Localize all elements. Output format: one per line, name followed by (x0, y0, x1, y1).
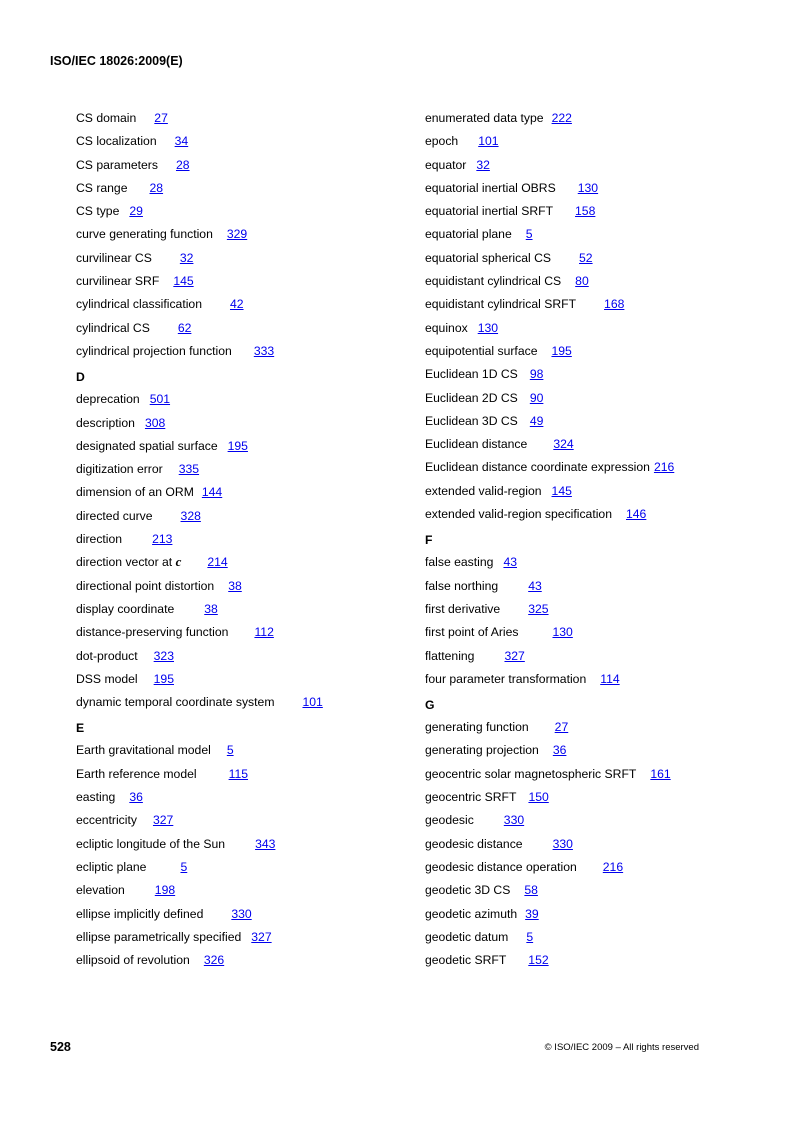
index-term-text: equatorial spherical CS (425, 250, 552, 265)
index-term-text: display coordinate (76, 601, 175, 616)
index-entry (76, 648, 396, 671)
index-term (425, 227, 512, 241)
index-term-text: generating projection (425, 743, 539, 758)
index-term-text: geodetic azimuth (425, 906, 518, 921)
index-term (76, 321, 150, 335)
index-term-text: dot-product (76, 648, 138, 663)
index-term-text: extended valid-region (425, 483, 542, 498)
index-entry (425, 719, 725, 742)
index-term (425, 111, 544, 125)
index-term-text: designated spatial surface (76, 438, 218, 453)
index-term-text: equinox (425, 320, 468, 335)
index-page-link[interactable]: 34 (174, 134, 189, 149)
index-entry (425, 648, 725, 671)
index-entry (425, 578, 725, 601)
index-term (425, 344, 537, 358)
index-term (76, 743, 211, 757)
index-page-link[interactable]: 145 (173, 274, 194, 289)
index-term-text: geodesic (425, 813, 474, 828)
index-term (425, 251, 551, 265)
index-page-link[interactable]: 130 (552, 625, 573, 640)
index-term (76, 111, 136, 125)
index-page-link[interactable]: 27 (154, 111, 168, 125)
index-entry (76, 578, 396, 601)
index-term-text: equidistant cylindrical SRFT (425, 297, 577, 312)
index-page-link[interactable]: 130 (477, 320, 499, 335)
index-entry (425, 459, 725, 482)
index-page-link[interactable]: 326 (203, 953, 225, 968)
index-term-text: CS domain (76, 111, 137, 125)
index-term-text: first point of Aries (425, 625, 519, 640)
index-entry (425, 882, 725, 905)
index-page-link[interactable]: 168 (604, 297, 625, 312)
index-term (76, 883, 125, 897)
index-entry (76, 508, 396, 531)
index-entry (76, 484, 396, 507)
index-entry (425, 554, 725, 577)
index-entry (76, 601, 396, 624)
index-entry (76, 882, 396, 905)
index-page-link[interactable]: 114 (600, 671, 620, 686)
index-term-text: directed curve (76, 508, 153, 523)
index-term (76, 297, 202, 311)
index-page-link[interactable]: 222 (551, 111, 572, 125)
index-entry (425, 273, 725, 296)
index-page-link[interactable]: 5 (226, 743, 234, 758)
index-term (76, 134, 157, 148)
index-term-text: CS parameters (76, 157, 158, 172)
index-term (76, 181, 128, 195)
index-term (425, 720, 529, 734)
index-page-link[interactable]: 36 (129, 790, 143, 805)
index-term (76, 439, 218, 453)
index-term-text: geocentric SRFT (425, 790, 517, 805)
index-entry (425, 859, 725, 882)
index-term-text: geodetic SRFT (425, 953, 507, 968)
index-term (425, 555, 493, 569)
index-entry (425, 766, 725, 789)
index-page-link[interactable]: 328 (180, 508, 201, 523)
index-entry (76, 438, 396, 461)
document-header: ISO/IEC 18026:2009(E) (50, 54, 183, 68)
index-page-link[interactable]: 335 (178, 462, 200, 477)
index-page-link[interactable]: 29 (129, 204, 143, 219)
index-term-text: eccentricity (76, 813, 137, 828)
index-term (76, 227, 213, 241)
index-term (425, 953, 506, 967)
index-term-text: enumerated data type (425, 111, 544, 125)
index-entry (76, 671, 396, 694)
index-term (425, 367, 518, 381)
index-term (76, 602, 174, 616)
index-term-text: easting (76, 790, 116, 805)
index-term-text: equator (425, 157, 467, 172)
index-page-link[interactable]: 62 (177, 320, 192, 335)
index-term-text: geocentric solar magnetospheric SRFT (425, 766, 637, 781)
index-term (425, 297, 576, 311)
index-term-text: geodesic distance operation (425, 859, 577, 874)
index-page-link[interactable]: 36 (552, 743, 567, 758)
index-page-link[interactable]: 329 (226, 227, 248, 242)
index-page-link[interactable]: 501 (149, 392, 171, 407)
index-term (76, 907, 203, 921)
index-page-link[interactable]: 42 (229, 297, 244, 312)
index-entry (76, 296, 396, 319)
index-term-text: direction (76, 532, 123, 547)
index-term-text: flattening (425, 648, 475, 663)
index-term (76, 344, 232, 358)
index-page-link[interactable]: 144 (201, 485, 223, 500)
index-term-text: DSS model (76, 671, 138, 686)
index-page-link[interactable]: 327 (152, 813, 174, 828)
index-page-link[interactable]: 216 (602, 859, 624, 874)
page-number: 528 (50, 1040, 71, 1054)
index-term (76, 485, 194, 499)
index-page-link[interactable]: 325 (528, 601, 549, 616)
index-entry (76, 836, 396, 859)
index-entry (76, 624, 396, 647)
index-page-link[interactable]: 38 (204, 601, 218, 616)
index-term (425, 907, 517, 921)
index-entry (76, 812, 396, 835)
index-page-link[interactable]: 330 (231, 906, 252, 921)
index-entry (425, 157, 725, 180)
index-term-text: cylindrical classification (76, 297, 202, 312)
index-entry (76, 157, 396, 180)
index-page-link[interactable]: 146 (626, 507, 647, 522)
index-entry (425, 343, 725, 366)
index-term (425, 484, 542, 498)
index-entry (425, 390, 725, 413)
index-page-link[interactable]: 327 (251, 929, 272, 944)
index-entry (76, 415, 396, 438)
index-page-link[interactable]: 343 (255, 836, 276, 851)
index-page-link[interactable]: 58 (524, 883, 538, 898)
index-page-link[interactable]: 5 (526, 929, 534, 944)
index-term-text: distance-preserving function (76, 625, 229, 640)
index-term-text: description (76, 415, 135, 430)
index-entry (76, 952, 396, 975)
index-term (76, 930, 241, 944)
index-term-text: Earth gravitational model (76, 743, 211, 758)
index-page-link[interactable]: 130 (577, 180, 599, 195)
index-page-link[interactable]: 152 (528, 953, 549, 968)
index-term-text: equatorial inertial OBRS (425, 180, 556, 195)
index-page-link[interactable]: 101 (478, 134, 499, 149)
index-entry (76, 694, 396, 717)
index-term (76, 837, 225, 851)
index-term (425, 860, 577, 874)
index-page-link[interactable]: 101 (302, 695, 323, 710)
index-term (76, 251, 152, 265)
index-term-variable: c (175, 554, 182, 570)
index-term (76, 274, 159, 288)
index-entry (425, 133, 725, 156)
index-entry (76, 203, 396, 226)
index-page-link[interactable]: 323 (153, 648, 174, 663)
index-entry (425, 413, 725, 436)
index-term (425, 158, 466, 172)
index-entry (76, 766, 396, 789)
index-section-heading: G (425, 698, 435, 713)
index-term (425, 579, 498, 593)
index-term-text: directional point distortion (76, 578, 215, 593)
index-term (425, 391, 518, 405)
index-term (76, 462, 163, 476)
index-term-text: Euclidean 3D CS (425, 413, 518, 428)
index-page-link[interactable]: 213 (152, 532, 173, 547)
index-term (425, 414, 518, 428)
index-page-link[interactable]: 198 (154, 883, 176, 898)
index-term-text: false easting (425, 555, 494, 570)
index-term-text: ellipse parametrically specified (76, 929, 242, 944)
index-page-link[interactable]: 195 (227, 438, 248, 453)
index-page-link[interactable]: 32 (476, 157, 490, 172)
index-term (76, 813, 137, 827)
index-term-text: equatorial inertial SRFT (425, 204, 554, 219)
index-term (425, 625, 518, 639)
index-page-link[interactable]: 150 (528, 790, 549, 805)
index-entry (76, 859, 396, 882)
index-entry (425, 601, 725, 624)
index-term (425, 460, 650, 474)
index-term (76, 649, 138, 663)
copyright-notice: © ISO/IEC 2009 – All rights reserved (544, 1042, 699, 1053)
index-term-text: curvilinear SRF (76, 274, 160, 289)
index-page-link[interactable]: 39 (525, 906, 539, 921)
index-section-heading: D (76, 370, 85, 385)
index-term (76, 579, 214, 593)
index-entry (76, 250, 396, 273)
index-term (76, 509, 153, 523)
index-term-text: elevation (76, 883, 125, 898)
index-term-text: Earth reference model (76, 766, 197, 781)
index-term-text: equidistant cylindrical CS (425, 274, 562, 289)
index-term-text: Euclidean 2D CS (425, 390, 518, 405)
index-page-link[interactable]: 214 (207, 555, 228, 570)
index-entry (425, 906, 725, 929)
index-term-text: deprecation (76, 392, 140, 407)
index-term (425, 649, 474, 663)
index-entry (76, 226, 396, 249)
index-entry (425, 110, 725, 133)
index-term (76, 392, 140, 406)
index-entry (425, 180, 725, 203)
index-entry (425, 366, 725, 389)
index-page-link[interactable]: 27 (554, 720, 569, 735)
index-section-heading: F (425, 533, 433, 548)
index-term (425, 602, 500, 616)
index-term-text: cylindrical CS (76, 320, 150, 335)
index-term (425, 507, 612, 521)
index-page-link[interactable]: 161 (650, 766, 671, 781)
index-term-text: first derivative (425, 601, 501, 616)
index-term-text: ecliptic longitude of the Sun (76, 836, 226, 851)
index-page-link[interactable]: 327 (504, 648, 525, 663)
index-entry (76, 110, 396, 133)
index-entry (425, 506, 725, 529)
index-term (425, 767, 636, 781)
index-term-text: Euclidean 1D CS (425, 367, 518, 382)
index-page-link[interactable]: 324 (553, 437, 574, 452)
index-term (425, 930, 508, 944)
index-entry (425, 320, 725, 343)
index-page-link[interactable]: 80 (575, 274, 589, 289)
index-entry (76, 273, 396, 296)
index-column-left (76, 110, 396, 975)
index-term-text: equipotential surface (425, 343, 538, 358)
index-entry (425, 624, 725, 647)
index-entry (425, 789, 725, 812)
index-entry (76, 531, 396, 554)
index-entry (425, 483, 725, 506)
index-term-text: CS type (76, 204, 120, 219)
index-term (76, 860, 146, 874)
index-term (76, 672, 138, 686)
index-page-link[interactable]: 90 (529, 390, 544, 405)
index-page-link[interactable]: 330 (552, 836, 573, 851)
index-term (76, 555, 181, 569)
index-column-right (425, 110, 725, 975)
index-term-text: extended valid-region specification (425, 507, 612, 522)
index-term-text: false northing (425, 578, 499, 593)
index-term (425, 883, 510, 897)
index-entry (425, 742, 725, 765)
index-term-text: CS range (76, 180, 128, 195)
index-term-text: Euclidean distance coordinate expression (425, 460, 650, 475)
index-term-text: epoch (425, 134, 459, 149)
index-page-link[interactable]: 43 (528, 578, 542, 593)
index-page-link[interactable]: 195 (551, 343, 572, 358)
index-term (425, 743, 539, 757)
index-term (76, 790, 115, 804)
index-term-text: geodesic distance (425, 836, 523, 851)
index-entry (76, 133, 396, 156)
index-entry (76, 906, 396, 929)
index-term-text: dimension of an ORM (76, 485, 194, 500)
index-page-link[interactable]: 145 (551, 483, 572, 498)
index-term-text: ellipse implicitly defined (76, 906, 204, 921)
index-term (76, 204, 119, 218)
index-term (76, 953, 190, 967)
index-page-link[interactable]: 5 (525, 227, 533, 242)
index-page-link[interactable]: 115 (228, 766, 249, 781)
index-term-text: direction vector at (76, 555, 176, 570)
index-page-link[interactable]: 112 (254, 625, 274, 640)
index-entry (425, 836, 725, 859)
index-entry (76, 742, 396, 765)
index-term (76, 158, 158, 172)
index-term-text: geodetic 3D CS (425, 883, 511, 898)
index-entry (425, 226, 725, 249)
index-page-link[interactable]: 38 (228, 578, 242, 593)
index-term-text: ecliptic plane (76, 859, 147, 874)
index-term (425, 672, 586, 686)
index-entry (425, 436, 725, 459)
index-entry (76, 180, 396, 203)
index-term-text: generating function (425, 720, 529, 735)
index-term-text: curvilinear CS (76, 250, 152, 265)
index-term-text: ellipsoid of revolution (76, 953, 190, 968)
index-entry (76, 554, 396, 577)
index-term (76, 695, 274, 709)
index-page-link[interactable]: 28 (149, 180, 164, 195)
index-entry (425, 203, 725, 226)
index-page-link[interactable]: 330 (503, 813, 525, 828)
index-term-text: CS localization (76, 134, 157, 149)
index-section-heading: E (76, 721, 85, 736)
index-term-text: Euclidean distance (425, 437, 528, 452)
index-page-link[interactable]: 158 (575, 204, 596, 219)
index-term-text: geodetic datum (425, 929, 509, 944)
index-term (76, 767, 197, 781)
index-term (425, 321, 468, 335)
index-entry (76, 789, 396, 812)
index-page-link[interactable]: 43 (503, 555, 517, 570)
index-entry (425, 250, 725, 273)
index-page-link[interactable]: 32 (179, 250, 194, 265)
index-page-link[interactable]: 28 (175, 157, 190, 172)
index-term-text: equatorial plane (425, 227, 512, 242)
index-page-link[interactable]: 216 (653, 460, 675, 475)
index-entry (76, 461, 396, 484)
index-term (425, 204, 553, 218)
index-term (425, 134, 458, 148)
index-term-text: four parameter transformation (425, 671, 587, 686)
index-entry (425, 671, 725, 694)
index-entry (76, 320, 396, 343)
index-page-link[interactable]: 308 (144, 415, 166, 430)
index-entry (425, 812, 725, 835)
index-page-link[interactable]: 333 (253, 343, 275, 358)
index-entry (76, 929, 396, 952)
index-term (76, 532, 122, 546)
index-page-link[interactable]: 98 (529, 367, 544, 382)
index-entry (425, 296, 725, 319)
index-entry (76, 343, 396, 366)
index-term (425, 437, 527, 451)
index-term-text: curve generating function (76, 227, 213, 242)
index-term-text: digitization error (76, 462, 163, 477)
index-term (425, 274, 561, 288)
index-term (425, 837, 523, 851)
index-term (425, 790, 516, 804)
index-term-text: cylindrical projection function (76, 343, 232, 358)
index-page-link[interactable]: 52 (579, 250, 593, 265)
index-term (425, 813, 474, 827)
index-term (425, 181, 556, 195)
index-page-link[interactable]: 195 (153, 671, 174, 686)
index-term-text: dynamic temporal coordinate system (76, 695, 275, 710)
index-page-link[interactable]: 5 (180, 859, 188, 874)
index-term (76, 416, 135, 430)
index-page-link[interactable]: 49 (529, 413, 544, 428)
index-entry (425, 929, 725, 952)
index-entry (76, 391, 396, 414)
index-term (76, 625, 228, 639)
index-entry (425, 952, 725, 975)
